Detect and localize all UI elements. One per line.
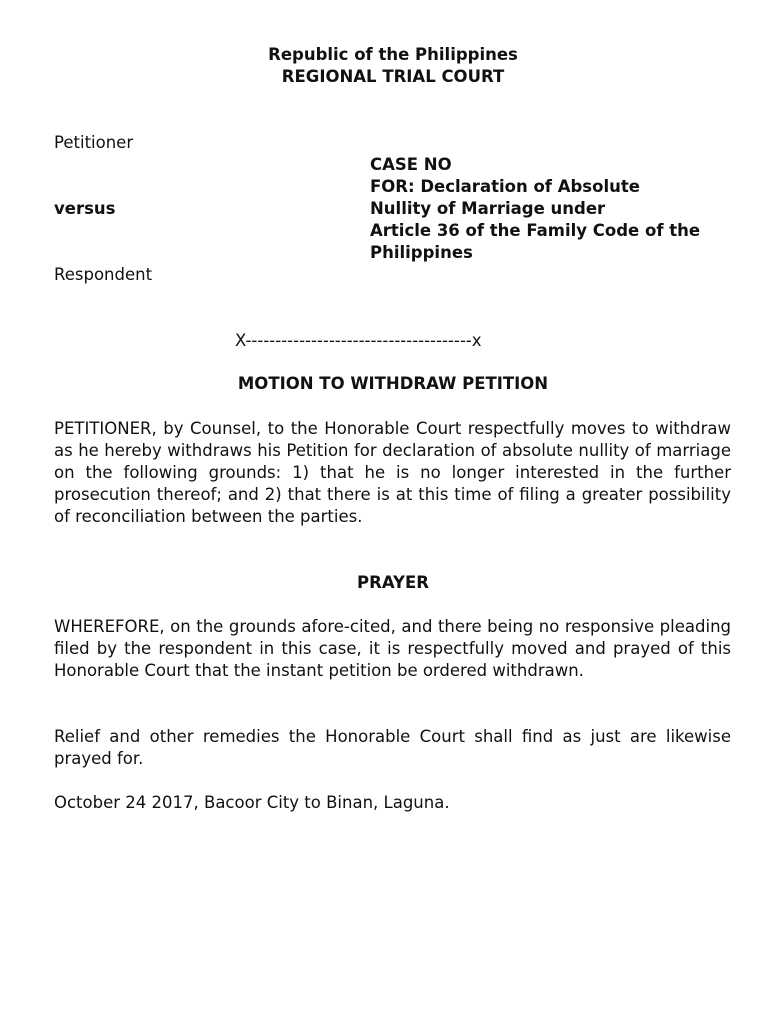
case-nature-line-1: FOR: Declaration of Absolute [370, 177, 640, 196]
relief-paragraph: Relief and other remedies the Honorable Court shall find as just are likewise prayed for. [54, 727, 731, 768]
respondent-label: Respondent [54, 265, 153, 284]
prayer-paragraph: WHEREFORE, on the grounds afore-cited, and there being no responsive pleading filed by the respondent in this case, it is respectfully moved and prayed of this Honorable Court that the instant petition be ordered withdrawn. [54, 617, 731, 680]
header-republic: Republic of the Philippines [268, 45, 518, 64]
header-court: REGIONAL TRIAL COURT [281, 67, 505, 86]
prayer-heading: PRAYER [357, 573, 429, 592]
case-number-line: CASE NO [370, 155, 452, 174]
motion-paragraph: PETITIONER, by Counsel, to the Honorable Court respectfully moves to withdraw as he hereby withdraws his Petition for declaration of absolute nullity of marriage on the following grounds: 1) that he is no longer interested in the further prosecution thereof; and 2) that there is at this time of filing a greater possibility of reconciliation between the parties. [54, 419, 731, 526]
case-nature-line-4: Philippines [370, 243, 473, 262]
case-nature-line-2: Nullity of Marriage under [370, 199, 606, 218]
petitioner-label: Petitioner [54, 133, 134, 152]
caption-separator: X--------------------------------------x [235, 331, 482, 350]
case-nature-line-3: Article 36 of the Family Code of the [370, 221, 701, 240]
versus-label: versus [54, 199, 116, 218]
motion-title: MOTION TO WITHDRAW PETITION [237, 374, 549, 393]
date-place-line: October 24 2017, Bacoor City to Binan, Laguna. [54, 793, 450, 812]
